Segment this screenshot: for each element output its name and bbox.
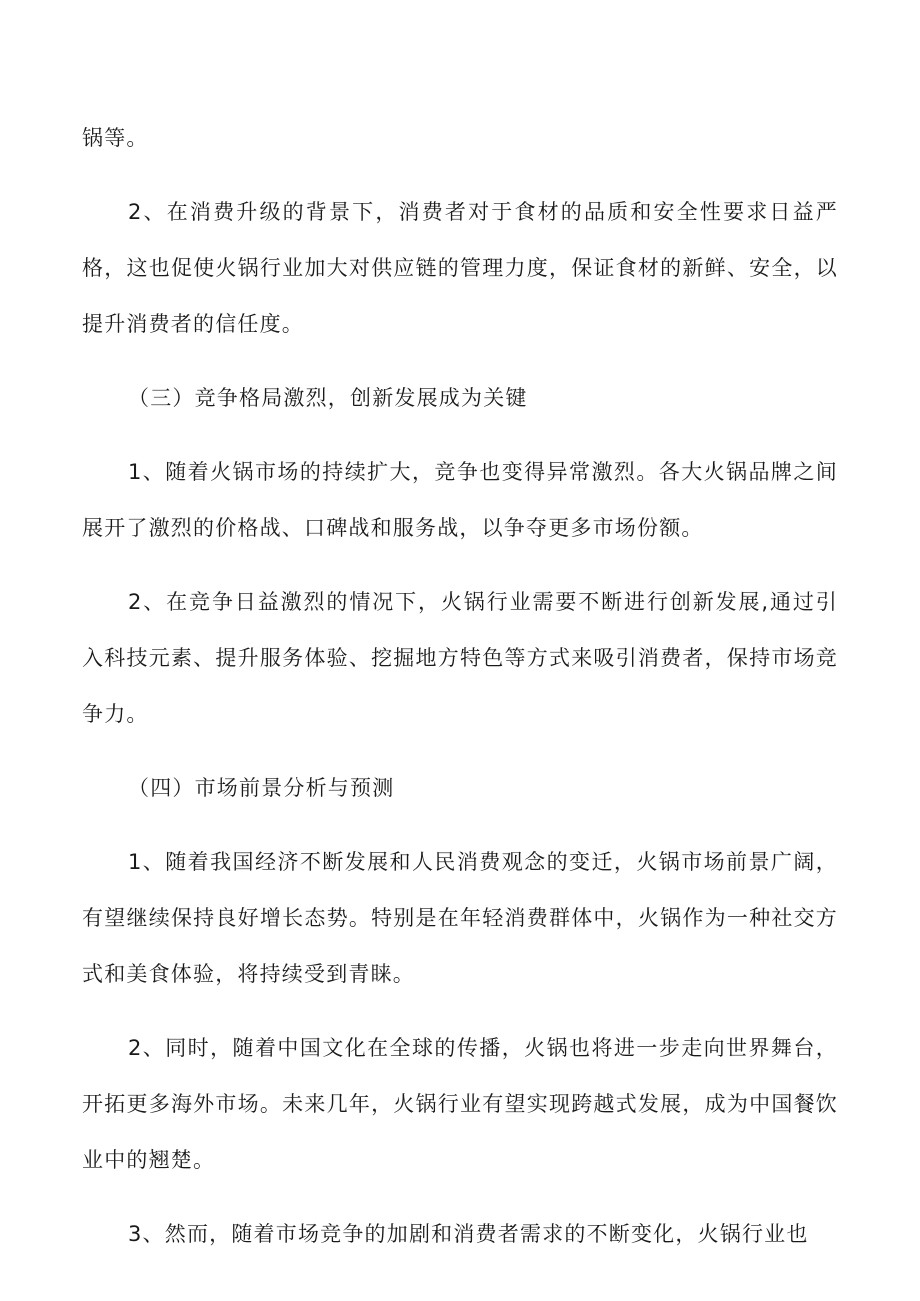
paragraph-competition-2: 2、在竞争日益激烈的情况下，火锅行业需要不断进行创新发展,通过引入科技元素、提升服务体验、挖掘地方特色等方式来吸引消费者，保持市场竞争力。 xyxy=(82,590,838,726)
paragraph-outlook-2: 2、同时，随着中国文化在全球的传播，火锅也将进一步走向世界舞台，开拓更多海外市场。未来几年，火锅行业有望实现跨越式发展，成为中国餐饮业中的翘楚。 xyxy=(82,1036,838,1172)
paragraph-continuation: 锅等。 xyxy=(82,126,149,150)
paragraph-gap xyxy=(82,816,838,834)
section-heading-outlook: （四）市场前景分析与预测 xyxy=(128,776,395,800)
paragraph-gap xyxy=(82,352,838,370)
paragraph-gap xyxy=(82,1188,838,1206)
section-heading-competition: （三）竞争格局激烈，创新发展成为关键 xyxy=(128,386,528,410)
paragraph-gap xyxy=(82,166,838,184)
paragraph-gap xyxy=(82,426,838,444)
paragraph-competition-1: 1、随着火锅市场的持续扩大，竞争也变得异常激烈。各大火锅品牌之间展开了激烈的价格战、口碑战和服务战，以争夺更多市场份额。 xyxy=(82,460,838,540)
paragraph-supply-chain: 2、在消费升级的背景下，消费者对于食材的品质和安全性要求日益严格，这也促使火锅行业加大对供应链的管理力度，保证食材的新鲜、安全，以提升消费者的信任度。 xyxy=(82,200,838,336)
paragraph-gap xyxy=(82,742,838,760)
document-body xyxy=(82,110,838,1262)
paragraph-gap xyxy=(82,556,838,574)
paragraph-outlook-3: 3、然而，随着市场竞争的加剧和消费者需求的不断变化，火锅行业也 xyxy=(128,1222,809,1246)
paragraph-outlook-1: 1、随着我国经济不断发展和人民消费观念的变迁，火锅市场前景广阔，有望继续保持良好增长态势。特别是在年轻消费群体中，火锅作为一种社交方式和美食体验，将持续受到青睐。 xyxy=(82,850,838,986)
paragraph-gap xyxy=(82,1002,838,1020)
